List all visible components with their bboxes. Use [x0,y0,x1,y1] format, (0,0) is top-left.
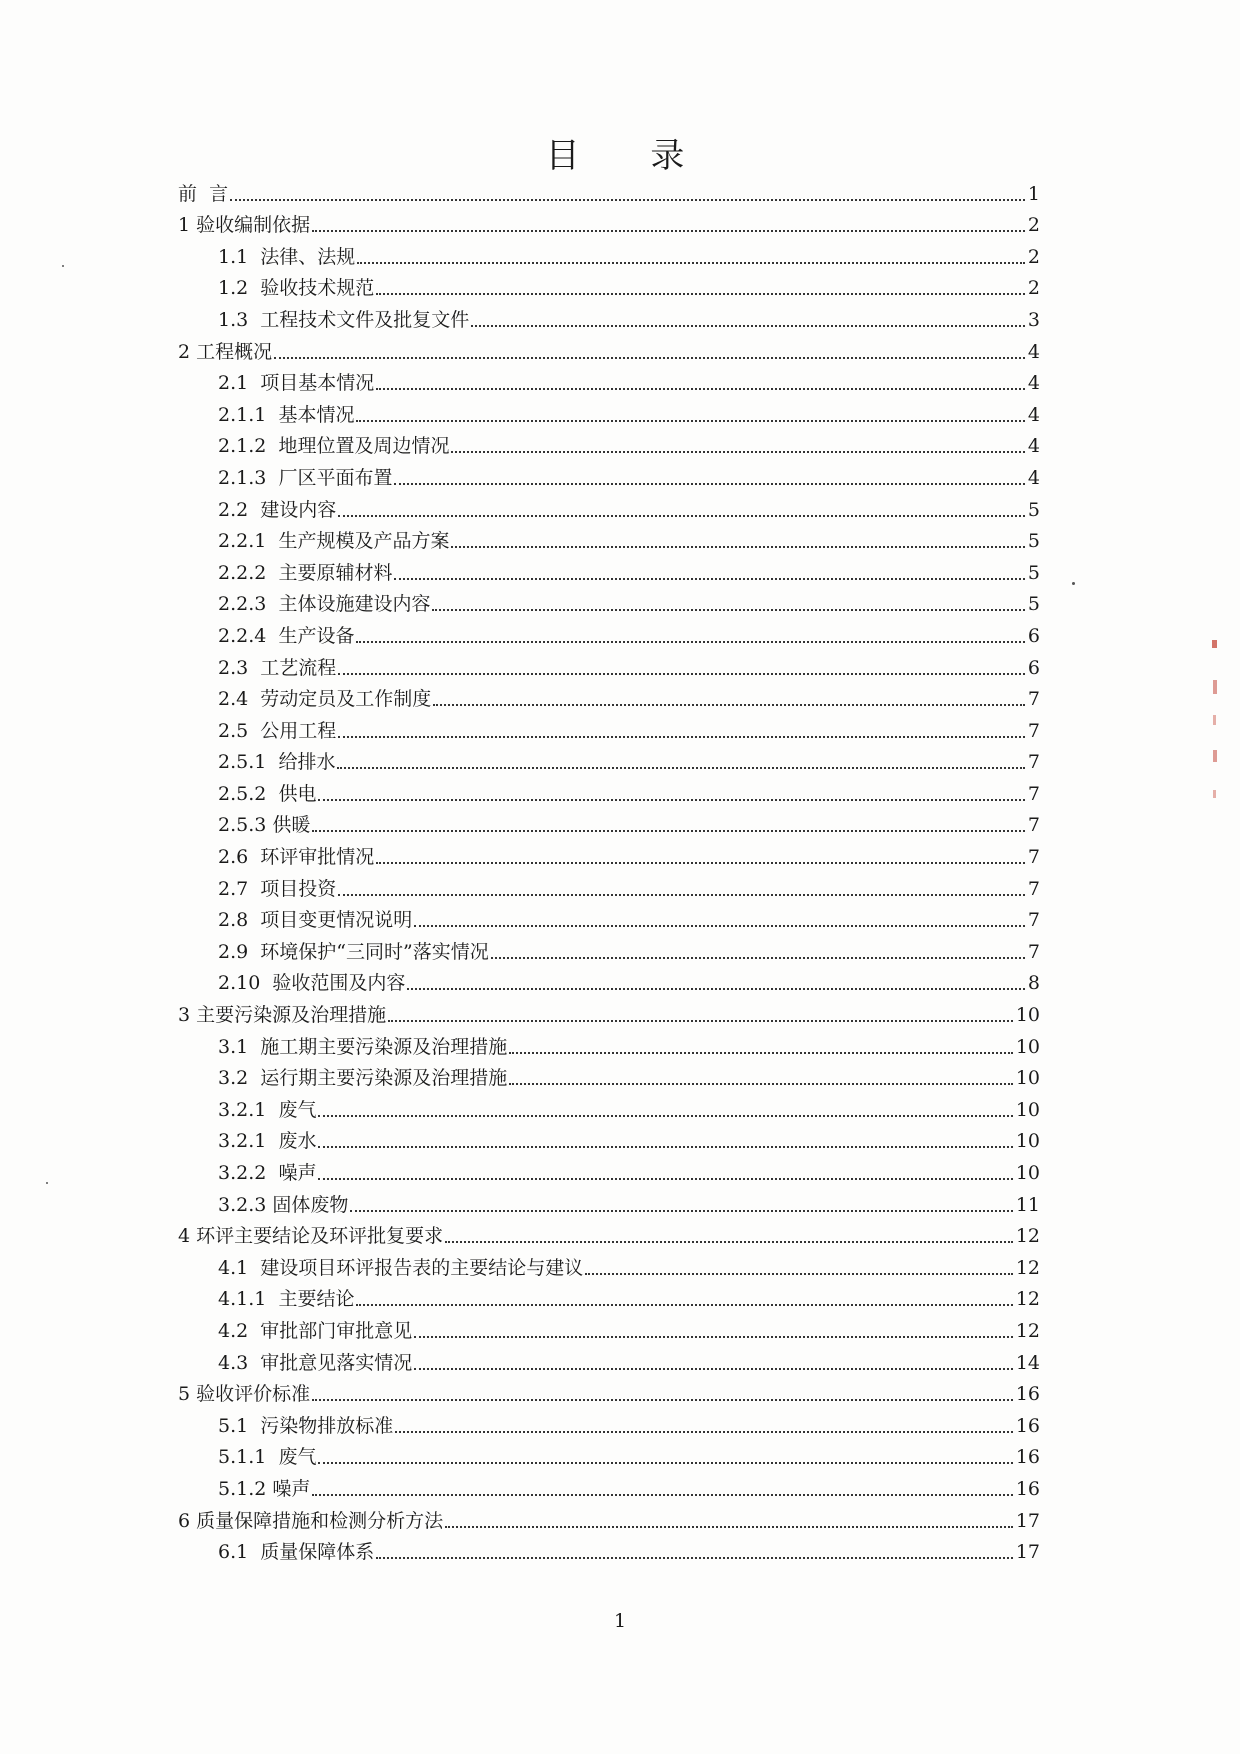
toc-entry [170,174,1040,206]
toc-entry [170,1311,1040,1343]
toc-entry [170,1153,1040,1185]
toc-entry-page: 6 [1027,656,1040,679]
toc-entry-title: 生产设备 [266,624,355,647]
toc-dot-leader [407,988,1025,990]
toc-entry [170,300,1040,332]
toc-dot-leader [338,673,1025,675]
toc-entry-page: 8 [1027,972,1040,995]
toc-entry-title: 验收范围及内容 [260,972,406,995]
toc-dot-leader [445,1526,1013,1528]
toc-entry [170,743,1040,775]
toc-dot-leader [433,704,1025,706]
toc-entry-page: 12 [1015,1225,1040,1248]
toc-dot-leader [394,578,1024,580]
toc-entry-number: 2.1.3 [218,466,267,489]
toc-entry-number: 2.2.1 [218,530,267,553]
toc-entry-number: 2.8 [218,909,249,932]
toc-dot-leader [312,1494,1012,1496]
toc-entry-page: 7 [1027,719,1040,742]
toc-entry-number: 3.2.2 [218,1162,267,1184]
toc-entry-page: 12 [1015,1319,1040,1342]
toc-dot-leader [318,1146,1012,1148]
scan-speck [62,265,64,267]
toc-entry-title: 劳动定员及工作制度 [248,688,432,711]
toc-entry-number: 2.2 [218,498,249,521]
toc-entry-number: 1.1 [218,245,249,268]
toc-dot-leader [451,451,1024,453]
toc-entry-number: 6.1 [218,1541,249,1564]
toc-dot-leader [445,1241,1013,1243]
toc-entry [170,1438,1040,1470]
toc-entry-title: 工程技术文件及批复文件 [248,308,470,331]
toc-entry [170,1122,1040,1154]
toc-entry-page: 10 [1015,1067,1040,1090]
toc-dot-leader [414,925,1025,927]
scan-edge-stamp [1208,640,1222,880]
toc-entry-page: 7 [1027,940,1040,963]
toc-dot-leader [432,609,1024,611]
toc-entry [170,206,1040,238]
toc-dot-leader [357,262,1025,264]
toc-entry-page: 14 [1015,1351,1040,1374]
toc-entry-title: 公用工程 [248,719,337,742]
scan-speck [46,1182,48,1184]
toc-entry [170,1533,1040,1565]
toc-dot-leader [350,1210,1012,1212]
toc-entry-page: 16 [1015,1446,1040,1469]
toc-entry-title: 审批意见落实情况 [248,1351,413,1374]
toc-entry-number: 2.9 [218,940,249,963]
toc-entry-title: 主体设施建设内容 [266,593,431,616]
toc-dot-leader [451,546,1024,548]
toc-entry [170,1469,1040,1501]
toc-entry-number: 前 [178,182,198,205]
toc-entry-number: 3 [178,1004,191,1027]
toc-entry-title: 环评主要结论及环评批复要求 [190,1225,444,1248]
toc-entry-title: 地理位置及周边情况 [266,435,450,458]
toc-entry-number: 5 [178,1383,191,1406]
toc-entry-title: 噪声 [266,1477,311,1500]
toc-dot-leader [471,325,1025,327]
toc-entry-page: 4 [1027,372,1040,395]
toc-entry-number: 2.5.1 [218,751,267,774]
toc-entry-title: 项目基本情况 [248,372,375,395]
toc-entry [170,680,1040,712]
toc-entry-title: 厂区平面布置 [266,466,393,489]
toc-entry [170,427,1040,459]
toc-entry-title: 验收技术规范 [248,277,375,300]
toc-dot-leader [376,388,1025,390]
toc-entry [170,1090,1040,1122]
toc-entry-number: 3.2.1 [218,1130,267,1153]
toc-entry [170,522,1040,554]
toc-entry-number: 1.3 [218,308,249,331]
toc-entry-number: 5.1.1 [218,1446,267,1469]
toc-entry-title: 污染物排放标准 [248,1414,394,1437]
toc-dot-leader [376,862,1025,864]
toc-entry [170,1501,1040,1533]
toc-entry-title: 环境保护“三同时”落实情况 [248,940,489,963]
toc-entry [170,648,1040,680]
toc-dot-leader [376,1557,1013,1559]
toc-dot-leader [509,1052,1013,1054]
toc-entry-number: 1.2 [218,277,249,300]
toc-entry-title: 建设内容 [248,498,337,521]
toc-entry-page: 3 [1027,308,1040,331]
toc-entry-number: 2 [178,340,191,363]
toc-entry-number: 4 [178,1225,191,1248]
toc-entry-title: 验收编制依据 [190,214,311,237]
toc-entry-number: 2.5.3 [218,814,267,837]
toc-entry [170,458,1040,490]
toc-entry-title: 废水 [266,1130,317,1153]
toc-entry [170,1185,1040,1217]
toc-dot-leader [585,1273,1013,1275]
toc-entry-page: 4 [1027,435,1040,458]
toc-entry-title: 环评审批情况 [248,846,375,869]
toc-entry-page: 5 [1027,530,1040,553]
toc-entry-page: 7 [1027,909,1040,932]
toc-entry [170,616,1040,648]
toc-entry-page: 7 [1027,751,1040,774]
toc-entry-page: 7 [1027,688,1040,711]
toc-dot-leader [318,799,1024,801]
toc-entry-title: 噪声 [266,1162,317,1184]
toc-entry [170,1059,1040,1091]
toc-entry-page: 16 [1015,1383,1040,1406]
toc-dot-leader [274,357,1025,359]
toc-entry-title: 主要结论 [266,1288,355,1311]
toc-dot-leader [395,1431,1013,1433]
toc-entry-number: 2.5.2 [218,782,267,805]
toc-entry [170,395,1040,427]
toc-entry-page: 2 [1027,245,1040,268]
toc-entry-title: 言 [197,182,229,205]
toc-entry-number: 5.1 [218,1414,249,1437]
toc-entry [170,901,1040,933]
toc-entry-page: 4 [1027,466,1040,489]
toc-dot-leader [394,483,1024,485]
toc-dot-leader [312,830,1025,832]
toc-entry-number: 2.1.1 [218,403,267,426]
toc-entry [170,774,1040,806]
toc-entry-title: 废气 [266,1446,317,1469]
toc-entry-number: 2.10 [218,972,261,995]
toc-entry-title: 生产规模及产品方案 [266,530,450,553]
toc-entry-page: 5 [1027,593,1040,616]
toc-dot-leader [356,1304,1012,1306]
toc-entry-page: 16 [1015,1414,1040,1437]
toc-entry-page: 7 [1027,814,1040,837]
toc-dot-leader [388,1020,1013,1022]
toc-dot-leader [337,767,1024,769]
toc-entry-page: 16 [1015,1477,1040,1500]
toc-entry-number: 2.1.2 [218,435,267,458]
toc-dot-leader [318,1178,1012,1180]
toc-dot-leader [338,736,1025,738]
toc-entry-title: 主要原辅材料 [266,561,393,584]
toc-entry-page: 7 [1027,846,1040,869]
toc-entry [170,553,1040,585]
toc-entry-title: 废气 [266,1098,317,1121]
toc-dot-leader [376,293,1025,295]
toc-dot-leader [509,1083,1013,1085]
toc-entry-number: 2.2.4 [218,624,267,647]
toc-dot-leader [318,1115,1012,1117]
toc-entry-title: 基本情况 [266,403,355,426]
toc-entry-page: 10 [1015,1162,1040,1184]
toc-dot-leader [318,1462,1012,1464]
toc-entry-page: 11 [1015,1193,1040,1216]
scan-speck [1072,582,1075,585]
toc-entry-page: 17 [1015,1541,1040,1564]
toc-entry-page: 2 [1027,277,1040,300]
toc-dot-leader [356,641,1024,643]
toc-entry [170,1280,1040,1312]
toc-entry [170,932,1040,964]
toc-entry-number: 3.2 [218,1067,249,1090]
toc-entry-number: 2.3 [218,656,249,679]
toc-entry-page: 10 [1015,1098,1040,1121]
toc-dot-leader [491,957,1025,959]
toc-entry-page: 10 [1015,1130,1040,1153]
toc-dot-leader [312,230,1025,232]
toc-entry-title: 验收评价标准 [190,1383,311,1406]
toc-entry-number: 2.2.2 [218,561,267,584]
toc-entry [170,837,1040,869]
toc-entry [170,711,1040,743]
toc-entry [170,364,1040,396]
table-of-contents [170,174,1040,1564]
toc-entry [170,269,1040,301]
toc-entry [170,490,1040,522]
toc-entry-number: 3.2.3 [218,1193,267,1216]
toc-entry-page: 12 [1015,1256,1040,1279]
toc-dot-leader [312,1399,1013,1401]
toc-entry [170,1343,1040,1375]
toc-entry-number: 3.1 [218,1035,249,1058]
toc-entry-title: 施工期主要污染源及治理措施 [248,1035,508,1058]
toc-dot-leader [414,1368,1013,1370]
toc-entry [170,1217,1040,1249]
toc-entry-title: 项目投资 [248,877,337,900]
toc-entry [170,964,1040,996]
toc-entry-title: 供暖 [266,814,311,837]
toc-entry-page: 2 [1027,214,1040,237]
toc-entry [170,1375,1040,1407]
toc-entry-page: 5 [1027,561,1040,584]
toc-entry-title: 审批部门审批意见 [248,1319,413,1342]
toc-entry [170,237,1040,269]
toc-dot-leader [356,420,1024,422]
toc-entry-number: 4.3 [218,1351,249,1374]
toc-entry [170,1406,1040,1438]
toc-entry [170,806,1040,838]
toc-entry-page: 10 [1015,1035,1040,1058]
toc-entry-page: 7 [1027,877,1040,900]
toc-entry-title: 供电 [266,782,317,805]
toc-entry-number: 2.6 [218,846,249,869]
toc-entry-number: 4.1.1 [218,1288,267,1311]
toc-dot-leader [338,515,1025,517]
toc-dot-leader [338,894,1025,896]
toc-entry-number: 4.2 [218,1319,249,1342]
toc-entry [170,869,1040,901]
toc-entry-title: 工程概况 [190,340,273,363]
toc-entry-number: 2.1 [218,372,249,395]
toc-entry-number: 2.2.3 [218,593,267,616]
toc-entry-page: 5 [1027,498,1040,521]
toc-entry-number: 3.2.1 [218,1098,267,1121]
toc-entry-number: 5.1.2 [218,1477,267,1500]
toc-entry-number: 2.4 [218,688,249,711]
toc-entry-number: 4.1 [218,1256,249,1279]
toc-entry-title: 法律、法规 [248,245,356,268]
toc-entry-title: 项目变更情况说明 [248,909,413,932]
toc-entry-title: 质量保障措施和检测分析方法 [190,1509,444,1532]
toc-title: 目 录 [545,136,715,176]
toc-entry-page: 6 [1027,624,1040,647]
toc-entry-title: 建设项目环评报告表的主要结论与建议 [248,1256,584,1279]
toc-entry-number: 2.5 [218,719,249,742]
toc-entry-page: 17 [1015,1509,1040,1532]
toc-entry-page: 4 [1027,403,1040,426]
toc-entry [170,995,1040,1027]
toc-entry-title: 主要污染源及治理措施 [190,1004,387,1027]
toc-entry-page: 12 [1015,1288,1040,1311]
toc-entry [170,1248,1040,1280]
toc-entry-number: 2.7 [218,877,249,900]
toc-entry-page: 4 [1027,340,1040,363]
toc-dot-leader [230,199,1025,201]
toc-entry [170,585,1040,617]
page-number: 1 [613,1610,627,1632]
toc-entry [170,332,1040,364]
toc-entry-title: 给排水 [266,751,336,774]
toc-entry-page: 1 [1027,182,1040,205]
toc-entry-title: 固体废物 [266,1193,349,1216]
toc-entry-number: 6 [178,1509,191,1532]
toc-entry-title: 运行期主要污染源及治理措施 [248,1067,508,1090]
toc-entry-number: 1 [178,214,191,237]
toc-entry-page: 10 [1015,1004,1040,1027]
toc-entry-page: 7 [1027,782,1040,805]
toc-dot-leader [414,1336,1013,1338]
toc-entry-title: 质量保障体系 [248,1541,375,1564]
toc-entry [170,1027,1040,1059]
toc-entry-title: 工艺流程 [248,656,337,679]
